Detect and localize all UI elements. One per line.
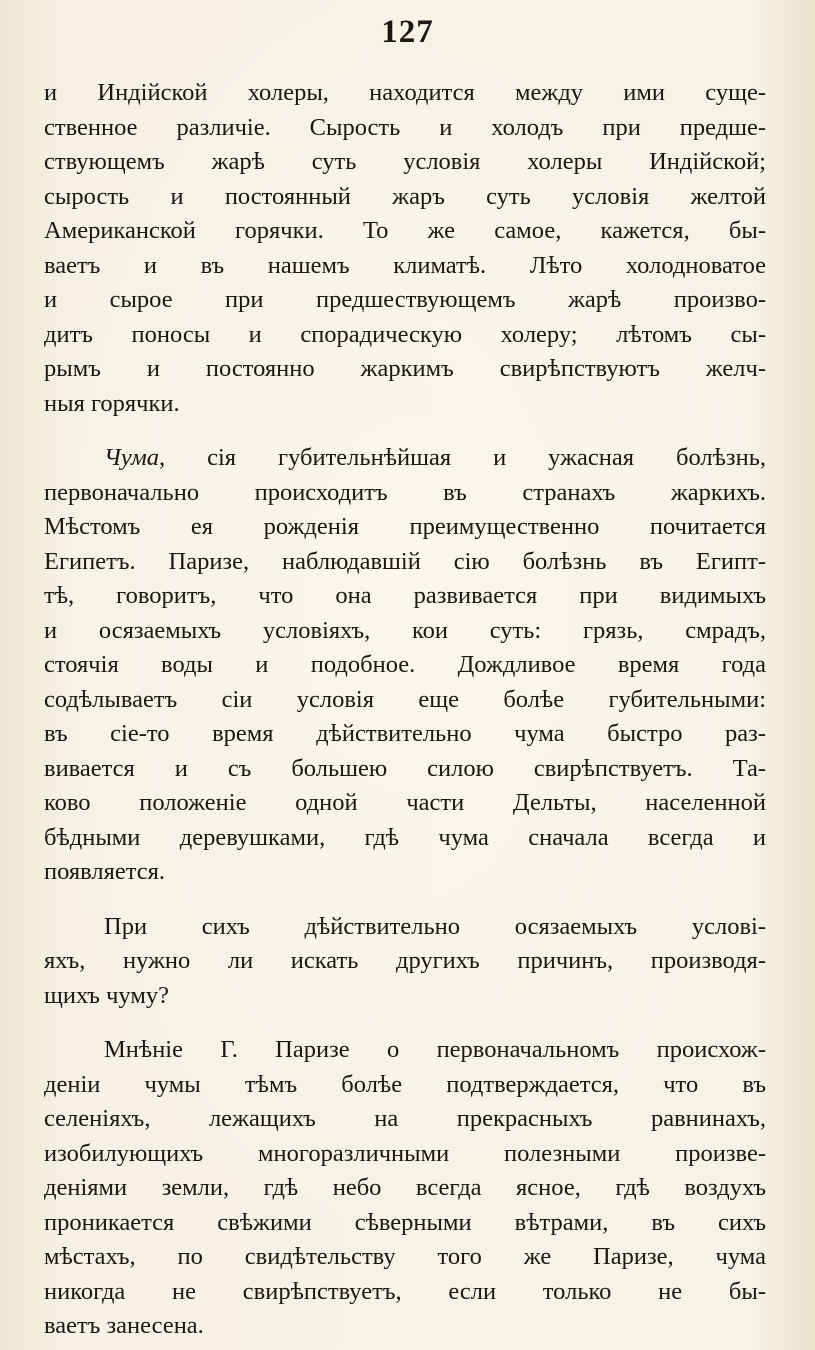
paragraph-4 [44,1033,766,1344]
text-line: въ сіе-то время дѣйствительно чума быстро раз- [44,720,766,747]
text-line: деніями земли, гдѣ небо всегда ясное, гдѣ воздухъ [44,1174,766,1201]
text-line: деніи чумы тѣмъ болѣе подтверждается, что въ [44,1070,766,1098]
text-line: ваетъ занесена. [44,1312,204,1339]
text-line: ствующемъ жарѣ суть условія холеры Индійской; [44,148,766,175]
text-line: сырость и постоянный жаръ суть условія желтой [44,182,766,210]
text-line: щихъ чуму? [44,981,169,1009]
text-line: дитъ поносы и спорадическую холеру; лѣтомъ сы- [44,320,766,348]
text-line: вивается и съ большею силою свирѣпствуетъ. Та- [44,754,766,782]
text-line: Мѣстомъ ея рожденія преимущественно почитается [44,513,766,540]
text-line: стоячія воды и подобное. Дождливое время года [44,651,766,678]
text-line: никогда не свирѣпствуетъ, если только не бы- [44,1277,766,1305]
text-line: ково положеніе одной части Дельты, населенной [44,789,766,816]
text-line: проникается свѣжими сѣверными вѣтрами, въ сихъ [44,1208,766,1236]
text-line: рымъ и постоянно жаркимъ свирѣпствуютъ желч- [44,355,766,382]
text-line: бѣдными деревушками, гдѣ чума сначала всегда и [44,823,766,851]
text-line: ваетъ и въ нашемъ климатѣ. Лѣто холодноватое [44,251,766,279]
text-line: При сихъ дѣйствительно осязаемыхъ услові- [104,912,766,940]
italic-lead-word: Чума [104,444,160,471]
body-text [44,76,766,1344]
text-line: и Индійской холеры, находится между ими суще- [44,79,766,106]
text-line: ственное различіе. Сырость и холодъ при предше- [44,113,766,141]
text-line: и сырое при предшествующемъ жарѣ произво- [44,286,766,313]
text-line: тѣ, говоритъ, что она развивается при видимыхъ [44,582,766,609]
text-line: мѣстахъ, по свидѣтельству того же Паризе, чума [44,1243,766,1270]
text-line: появляется. [44,858,166,885]
page-number: 127 [381,14,434,50]
paragraph-1 [44,76,766,421]
text-line-rest: , сія губительнѣйшая и ужасная болѣзнь, [159,444,766,471]
text-line: первоначально происходитъ въ странахъ жаркихъ. [44,478,766,506]
text-line: изобилующихъ многоразличными полезными произве- [44,1139,766,1167]
paragraph-2 [44,441,766,890]
paragraph-3 [44,910,766,1014]
text-line: Мнѣніе Г. Паризе о первоначальномъ происхож- [104,1036,766,1063]
text-line: Американской горячки. То же самое, кажется, бы- [44,217,766,244]
text-line: селеніяхъ, лежащихъ на прекрасныхъ равнинахъ, [44,1105,766,1132]
text-line: Египетъ. Паризе, наблюдавшій сію болѣзнь въ Египт- [44,547,766,575]
text-line: содѣлываетъ сіи условія еще болѣе губительными: [44,685,766,713]
text-line: ныя горячки. [44,389,180,417]
text-line: яхъ, нужно ли искать другихъ причинъ, производя- [44,947,766,974]
text-line [44,441,766,476]
text-line: и осязаемыхъ условіяхъ, кои суть: грязь, смрадъ, [44,616,766,644]
